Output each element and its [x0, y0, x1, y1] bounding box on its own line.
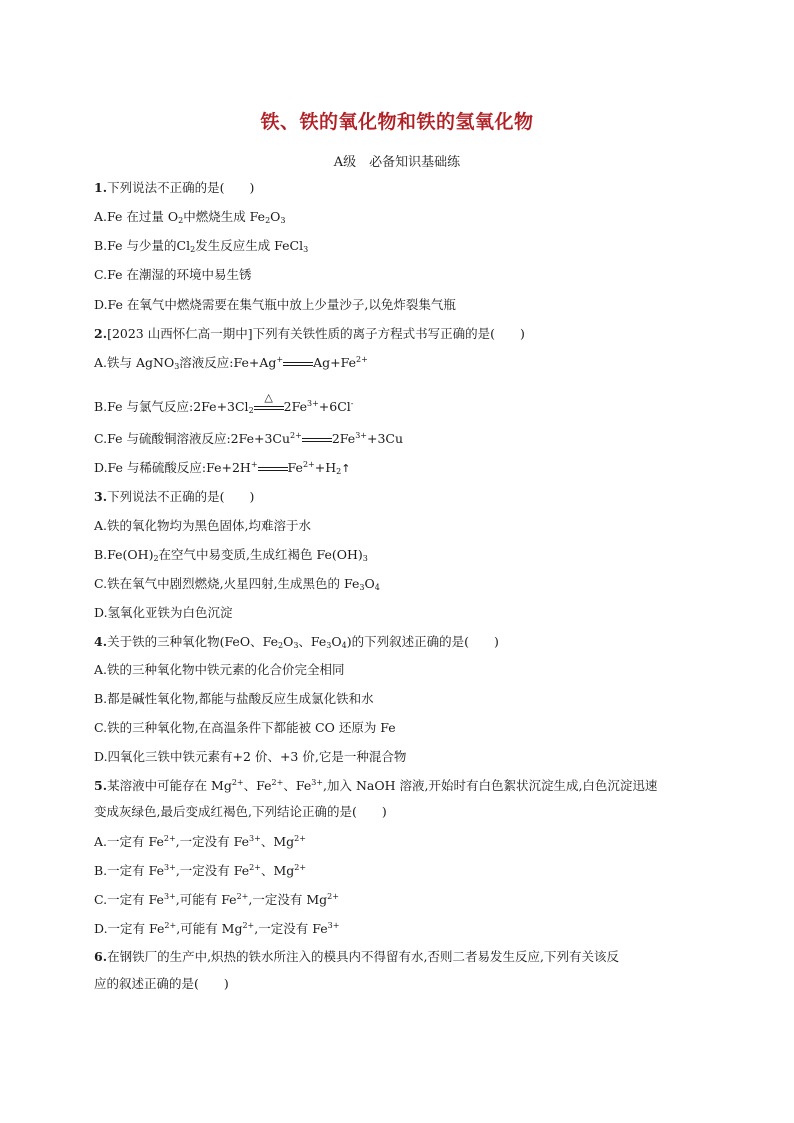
question-6-stem: 6.在钢铁厂的生产中,炽热的铁水所注入的模具内不得留有水,否则二者易发生反应,下列有关该反	[94, 949, 619, 964]
question-5-option-c: C.一定有 $Fe^{3+}$,可能有 $Fe^{2+}$,一定没有 $Mg^{2+}$	[94, 892, 339, 907]
question-2-option-a: A.铁与 AgNO$_3$溶液反应:Fe+Ag+ $Ag+Fe^{2+}$	[94, 355, 368, 371]
question-number: 1.	[94, 180, 108, 195]
question-2-stem: 2.[2023 山西怀仁高一期中]下列有关铁性质的离子方程式书写正确的是( )	[94, 326, 525, 341]
question-1-option-b: B.Fe 与少量的$Cl_2$发生反应生成 FeCl$_3$	[94, 238, 309, 254]
equals-arrow-icon	[258, 464, 288, 474]
question-3-stem: 3.下列说法不正确的是( )	[94, 489, 255, 504]
heat-condition-arrow-icon: △	[254, 403, 284, 413]
gas-up-arrow-icon: ↑	[341, 462, 351, 475]
question-4-option-c: C.铁的三种氧化物,在高温条件下都能被 CO 还原为 Fe	[94, 720, 396, 735]
question-4-option-a: A.铁的三种氧化物中铁元素的化合价完全相同	[94, 662, 345, 677]
equals-arrow-icon	[302, 435, 332, 445]
question-1-option-c: C.Fe 在潮湿的环境中易生锈	[94, 267, 252, 282]
question-5-option-d: D.一定有 $Fe^{2+}$,可能有 $Mg^{2+}$,一定没有 $Fe^{3+}$	[94, 921, 340, 936]
question-1-option-d: D.Fe 在氧气中燃烧需要在集气瓶中放上少量沙子,以免炸裂集气瓶	[94, 297, 456, 312]
question-4-option-b: B.都是碱性氧化物,都能与盐酸反应生成氯化铁和水	[94, 691, 374, 706]
question-4-option-d: D.四氧化三铁中铁元素有+2 价、+3 价,它是一种混合物	[94, 749, 407, 764]
question-5-stem: 5.某溶液中可能存在 $Mg^{2+}$、$Fe^{2+}$、$Fe^{3+}$,加入 NaOH 溶液,开始时有白色絮状沉淀生成,白色沉淀迅速	[94, 778, 658, 793]
question-2-option-d: D.Fe 与稀硫酸反应:Fe+2H+ $Fe^{2+}+H_2↑$	[94, 460, 351, 476]
question-3-option-b: $B.Fe(OH)_2$在空气中易变质,生成红褐色 $Fe(OH)_3$	[94, 547, 368, 563]
question-1-option-a: A.Fe 在过量 $O_2$中燃烧生成 $Fe_2O_3$	[94, 209, 286, 225]
section-subtitle: A级 必备知识基础练	[333, 155, 461, 170]
question-3-option-d: D.氢氧化亚铁为白色沉淀	[94, 605, 233, 620]
question-2-option-b: B.Fe 与氯气反应$:2Fe+3Cl_2$ △ $2Fe^{3+}+6Cl^-$	[94, 390, 354, 415]
question-5-stem-line-2: 变成灰绿色,最后变成红褐色,下列结论正确的是( )	[94, 804, 387, 819]
question-5-option-b: B.一定有 $Fe^{3+}$,一定没有 $Fe^{2+}$、$Mg^{2+}$	[94, 863, 307, 878]
question-3-option-c: C.铁在氧气中剧烈燃烧,火星四射,生成黑色的 $Fe_3O_4$	[94, 576, 380, 592]
question-3-option-a: A.铁的氧化物均为黑色固体,均难溶于水	[94, 518, 311, 533]
question-4-stem: 4.关于铁的三种氧化物(FeO、$Fe_2O_3$、$Fe_3O_4$)的下列叙述正确的是( )	[94, 634, 499, 650]
question-text: 下列说法不正确的是( )	[107, 180, 255, 195]
page-title: 铁、铁的氧化物和铁的氢氧化物	[260, 111, 534, 133]
question-2-option-c: C.Fe 与硫酸铜溶液反应$:2Fe+3Cu^{2+}$ $2Fe^{3+}+3Cu$	[94, 431, 404, 446]
question-1-stem	[94, 179, 254, 196]
equals-arrow-icon	[283, 359, 313, 369]
question-6-stem-line-2: 应的叙述正确的是( )	[94, 976, 229, 991]
question-5-option-a: A.一定有 $Fe^{2+}$,一定没有 $Fe^{3+}$、$Mg^{2+}$	[94, 834, 306, 849]
